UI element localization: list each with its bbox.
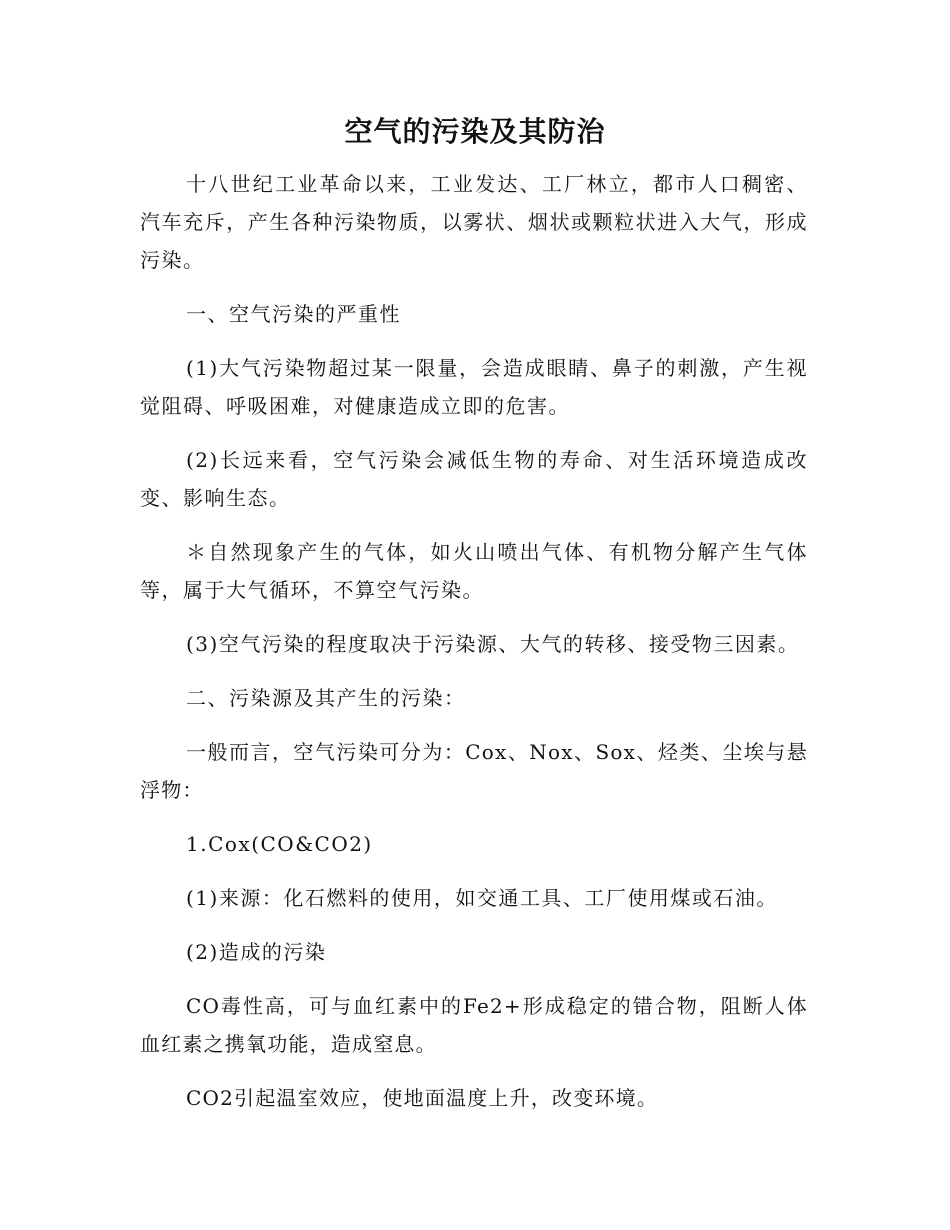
paragraph-co2-greenhouse: CO2引起温室效应，使地面温度上升，改变环境。 xyxy=(186,1086,659,1110)
section-heading-severity: 一、空气污染的严重性 xyxy=(186,302,401,326)
paragraph-severity-3: (3)空气污染的程度取决于污染源、大气的转移、接受物三因素。 xyxy=(186,632,800,656)
paragraph-intro: 十八世纪工业革命以来，工业发达、工厂林立，都市人口稠密、汽车充斥，产生各种污染物质，以雾状、烟状或颗粒状进入大气，形成污染。 xyxy=(140,172,808,272)
paragraph-natural-note: ＊自然现象产生的气体，如火山喷出气体、有机物分解产生气体等，属于大气循环，不算空气污染。 xyxy=(140,540,808,602)
section-heading-sources: 二、污染源及其产生的污染： xyxy=(186,686,466,710)
paragraph-severity-1: (1)大气污染物超过某一限量，会造成眼睛、鼻子的刺激，产生视觉阻碍、呼吸困难，对健康造成立即的危害。 xyxy=(140,356,808,418)
paragraph-pollutant-types: 一般而言，空气污染可分为：Cox、Nox、Sox、烃类、尘埃与悬浮物： xyxy=(140,740,808,802)
paragraph-co-toxicity: CO毒性高，可与血红素中的Fe2+形成稳定的错合物，阻断人体血红素之携氧功能，造成窒息。 xyxy=(140,994,808,1056)
document-title: 空气的污染及其防治 xyxy=(344,115,606,148)
document-body xyxy=(140,165,808,1133)
subheading-cox: 1.Cox(CO&CO2) xyxy=(186,832,373,856)
paragraph-cox-pollution-heading: (2)造成的污染 xyxy=(186,940,327,964)
paragraph-cox-source: (1)来源：化石燃料的使用，如交通工具、工厂使用煤或石油。 xyxy=(186,886,778,910)
paragraph-severity-2: (2)长远来看，空气污染会减低生物的寿命、对生活环境造成改变、影响生态。 xyxy=(140,448,808,510)
